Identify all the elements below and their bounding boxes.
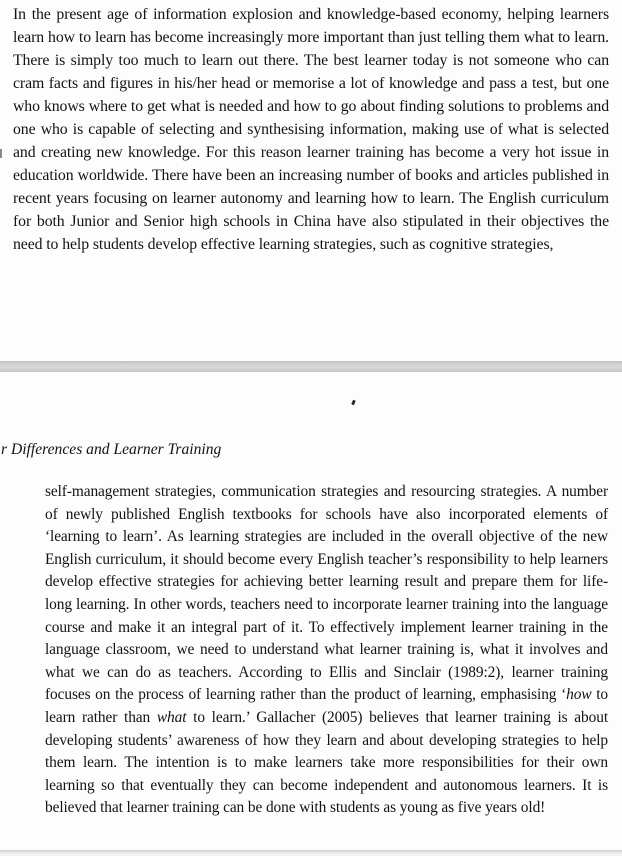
page-divider bbox=[0, 361, 622, 372]
running-header: r Differences and Learner Training bbox=[1, 441, 222, 458]
scan-artifact-left-edge bbox=[0, 149, 2, 158]
paragraph-main: self-management strategies, communication strategies and resourcing strategies. A number of newly published English textbooks for schools have also incorporated elements of ‘learning to learn’. As learning strategies are included in the overall objective of the new English curriculum, it should become every English teacher’s responsibility to help learners develop effective strategies for achieving better learning result and prepare them for life-long learning. In other words, teachers need to incorporate learner training into the language course and make it an integral part of it. To effectively implement learner training in the language classroom, we need to understand what learner training is, what it involves and what we can do as teachers. According to Ellis and Sinclair (1989:2), learner training focuses on the process of learning rather than the product of learning, emphasising ‘how to learn rather than what to learn.’ Gallacher (2005) believes that learner training is about developing students’ awareness of how they learn and about developing strategies to help them learn. The intention is to make learners take more responsibilities for their own learning so that eventually they can become independent and autonomous learners. It is believed that learner training can be done with students as young as five years old! bbox=[45, 483, 608, 817]
scan-artifact-speck bbox=[351, 400, 356, 406]
page-edge-strip bbox=[0, 850, 622, 856]
paragraph-top: In the present age of information explosion and knowledge-based economy, helping learners learn how to learn has become increasingly more important than just telling them what to learn. There is simply too much to learn out there. The best learner today is not someone who can cram facts and figures in his/her head or memorise a lot of knowledge and pass a test, but one who knows where to get what is needed and how to go about finding solutions to problems and one who is capable of selecting and synthesising information, making use of what is selected and creating new knowledge. For this reason learner training has become a very hot issue in education worldwide. There have been an increasing number of books and articles published in recent years focusing on learner autonomy and learning how to learn. The English curriculum for both Junior and Senior high schools in China have also stipulated in their objectives the need to help students develop effective learning strategies, such as cognitive strategies, bbox=[13, 6, 609, 253]
